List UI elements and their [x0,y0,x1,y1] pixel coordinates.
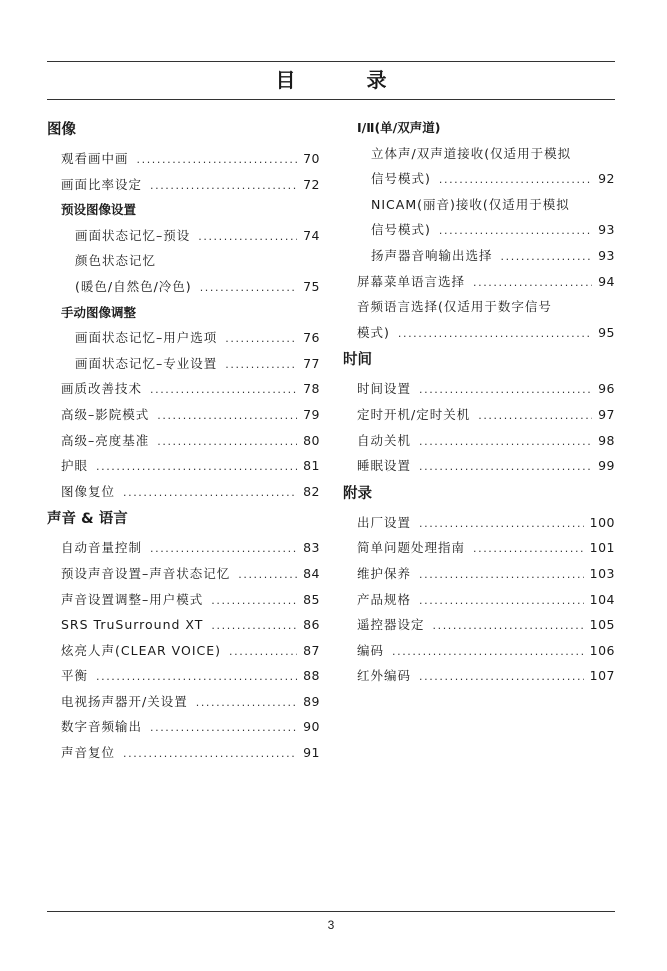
toc-entry-sound-user[interactable] [47,587,320,613]
section-heading-appendix: 附录 [343,485,372,502]
entry-title: 高级–影院模式 [61,406,150,422]
entry-title: 定时开机/定时关机 [357,406,471,422]
entry-title: 声音设置调整–用户模式 [61,591,204,607]
dot-leader [211,613,297,639]
entry-title: 信号模式) [371,171,431,187]
dot-leader [211,588,297,614]
entry-page: 80 [303,432,320,448]
entry-page: 100 [589,514,615,530]
entry-page: 84 [303,565,320,581]
toc-entry-cinema[interactable] [47,402,320,428]
entry-title: 平衡 [61,668,89,684]
entry-title: 编码 [357,642,385,658]
dot-leader [157,403,297,429]
entry-page: 99 [598,458,615,474]
dot-leader [150,377,297,403]
entry-title: 画面状态记忆–专业设置 [75,355,218,371]
toc-entry-troubleshoot[interactable] [343,535,615,561]
dot-leader [196,690,297,716]
entry-page: 94 [598,273,615,289]
entry-title: SRS TruSurround XT [61,617,204,633]
entry-title: 画面状态记忆–用户选项 [75,330,218,346]
dot-leader [157,429,297,455]
toc-entry-image-reset[interactable] [47,479,320,505]
toc-entry-aspect[interactable] [47,172,320,198]
entry-page: 70 [303,151,320,166]
entry-title: 声音复位 [61,745,116,761]
dot-leader [419,377,592,403]
dot-leader [198,224,297,250]
dot-leader [419,664,584,690]
section-heading-time: 时间 [343,352,372,369]
toc-entry-picture-preset[interactable] [47,223,320,249]
title-underline [47,99,615,100]
dot-leader [478,403,592,429]
entry-title: 模式) [357,324,390,340]
entry-page: 81 [303,458,320,474]
entry-title: 炫亮人声(CLEAR VOICE) [61,642,222,658]
toc-entry-menu-language[interactable] [343,269,615,295]
entry-title: 红外编码 [357,668,412,684]
toc-entry-stereo-line2[interactable] [343,166,615,192]
entry-page: 77 [303,355,320,371]
dot-leader [225,352,297,378]
dot-leader [473,536,584,562]
entry-page: 98 [598,432,615,448]
toc-entry-clock[interactable] [343,376,615,402]
entry-title: 观看画中画 [61,151,129,166]
entry-page: 83 [303,540,320,556]
toc-entry-factory[interactable] [343,510,615,536]
entry-title: 电视扬声器开/关设置 [61,693,188,709]
toc-entry-auto-off[interactable] [343,428,615,454]
toc-entry-audio-language-line2[interactable] [343,320,615,346]
entry-title: 维护保养 [357,565,412,581]
entry-page: 75 [303,278,320,294]
toc-entry-auto-volume[interactable] [47,535,320,561]
entry-page: 85 [303,591,320,607]
subsection-heading-manual-image: 手动图像调整 [61,304,137,320]
entry-title: 护眼 [61,458,89,474]
entry-title: 高级–亮度基准 [61,432,150,448]
dot-leader [439,167,592,193]
entry-title: 产品规格 [357,591,412,607]
entry-page: 107 [589,668,615,684]
page-number: 3 [327,918,335,932]
entry-title: 出厂设置 [357,514,412,530]
entry-title: 简单问题处理指南 [357,540,466,556]
toc-entry-speaker-out[interactable] [343,243,615,269]
entry-title: 屏幕菜单语言选择 [357,273,466,289]
entry-page: 93 [598,247,615,263]
dot-leader [96,664,297,690]
entry-title: (暖色/自然色/冷色) [75,278,192,294]
toc-entry-color-options[interactable] [47,274,320,300]
entry-page: 86 [303,617,320,633]
dot-leader [123,741,297,767]
entry-page: 96 [598,381,615,397]
toc-entry-sound-reset[interactable] [47,740,320,766]
entry-title: 预设声音设置–声音状态记忆 [61,565,231,581]
section-heading-sound-language: 声音 & 语言 [47,511,128,528]
toc-entry-digital-audio[interactable] [47,714,320,740]
entry-page: 91 [303,745,320,761]
entry-page: 101 [589,540,615,556]
footer-rule [47,911,615,912]
entry-page: 95 [598,324,615,340]
dot-leader [419,511,584,537]
dot-leader [225,326,297,352]
dot-leader [501,244,593,270]
entry-title: 画面比率设定 [61,176,143,192]
top-rule [47,61,615,62]
toc-entry-sleep[interactable] [343,453,615,479]
dot-leader [150,715,297,741]
entry-title: 自动音量控制 [61,540,143,556]
toc-entry-nicam-line1[interactable]: NICAM(丽音)接收(仅适用于模拟 [371,196,570,212]
dot-leader [419,562,584,588]
entry-page: 104 [589,591,615,607]
dot-leader [392,639,584,665]
dot-leader [96,454,297,480]
entry-page: 93 [598,222,615,238]
entry-title: 睡眠设置 [357,458,412,474]
entry-title: 时间设置 [357,381,412,397]
entry-page: 76 [303,330,320,346]
toc-entry-picture-expert[interactable] [47,351,320,377]
toc-entry-clear-voice[interactable] [47,638,320,664]
dot-leader [238,562,297,588]
dot-leader [150,536,297,562]
entry-title: 自动关机 [357,432,412,448]
entry-page: 103 [589,565,615,581]
toc-entry-codes[interactable] [343,638,615,664]
dot-leader [473,270,592,296]
dot-leader [137,147,298,173]
entry-title: 画面状态记忆–预设 [75,227,191,243]
toc-entry-remote[interactable] [343,612,615,638]
entry-page: 87 [303,642,320,658]
toc-entry-color-status[interactable]: 颜色状态记忆 [75,253,157,269]
entry-page: 79 [303,406,320,422]
dot-leader [433,613,584,639]
dot-leader [150,173,297,199]
toc-entry-ir-codes[interactable] [343,663,615,689]
entry-title: 图像复位 [61,483,116,499]
entry-page: 89 [303,693,320,709]
dot-leader [439,218,592,244]
toc-entry-specs[interactable] [343,587,615,613]
entry-title: 遥控器设定 [357,617,425,633]
toc-entry-picture-user[interactable] [47,325,320,351]
dot-leader [419,429,592,455]
page-title: 目 录 [275,68,419,92]
entry-page: 90 [303,719,320,735]
entry-title: 画质改善技术 [61,381,143,397]
entry-title: 信号模式) [371,222,431,238]
toc-entry-black-level[interactable] [47,428,320,454]
section-heading-image: 图像 [47,122,76,138]
toc-left-column [47,115,320,766]
dot-leader [123,480,297,506]
dot-leader [398,321,592,347]
dot-leader [419,454,592,480]
toc-right-column [343,115,615,689]
toc-entry-on-off-timer[interactable] [343,402,615,428]
toc-entry-nicam-line2[interactable] [343,217,615,243]
dot-leader [229,639,297,665]
entry-page: 97 [598,406,615,422]
entry-title: 数字音频输出 [61,719,143,735]
entry-page: 88 [303,668,320,684]
dot-leader [200,275,297,301]
toc-entry-stereo-line1[interactable]: 立体声/双声道接收(仅适用于模拟 [371,145,572,161]
entry-title: 扬声器音响输出选择 [371,247,493,263]
toc-entry-pip[interactable] [47,146,320,172]
toc-entry-eye-care[interactable] [47,453,320,479]
toc-entry-srs[interactable] [47,612,320,638]
entry-page: 72 [303,176,320,192]
subsection-heading-mono-dual: Ⅰ/Ⅱ(单/双声道) [357,120,441,135]
entry-page: 78 [303,381,320,397]
entry-page: 74 [303,227,320,243]
toc-entry-maintenance[interactable] [343,561,615,587]
toc-entry-picture-improve[interactable] [47,376,320,402]
entry-page: 82 [303,483,320,499]
toc-entry-speaker[interactable] [47,689,320,715]
dot-leader [419,588,584,614]
toc-entry-balance[interactable] [47,663,320,689]
entry-page: 92 [598,171,615,187]
toc-entry-audio-language-line1[interactable]: 音频语言选择(仅适用于数字信号 [357,299,552,315]
entry-page: 105 [589,617,615,633]
subsection-heading-preset-image: 预设图像设置 [61,202,137,218]
entry-page: 106 [589,642,615,658]
toc-entry-sound-preset[interactable] [47,561,320,587]
